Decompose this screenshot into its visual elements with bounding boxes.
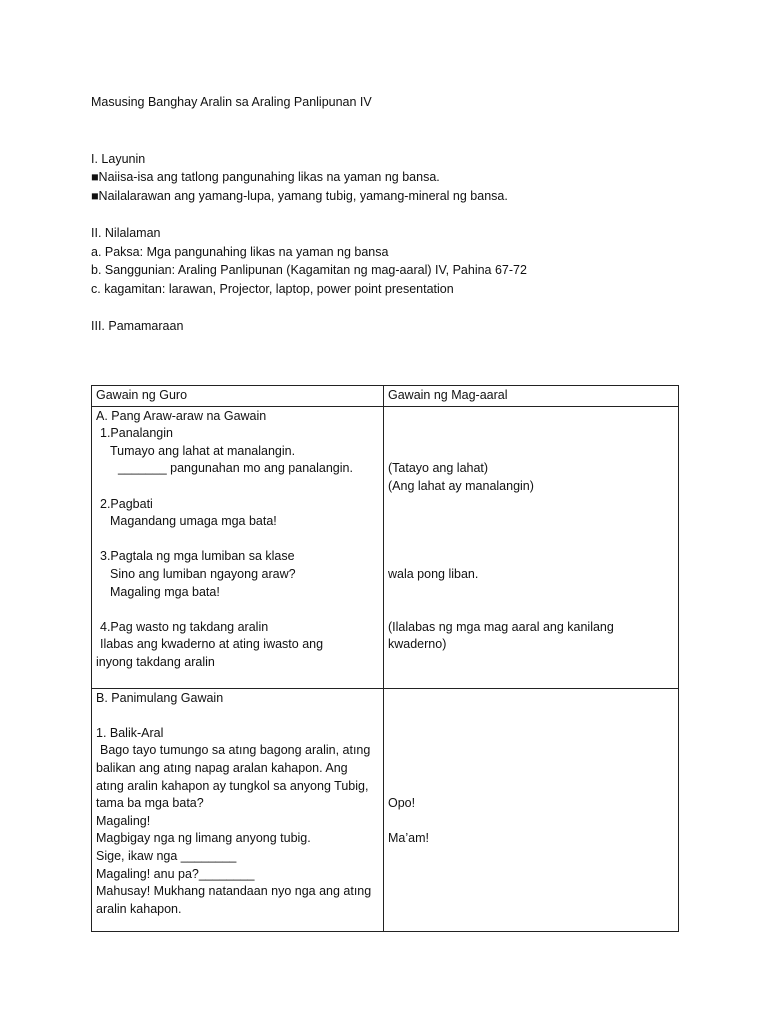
response-liban: wala pong liban. <box>388 566 479 581</box>
table-row <box>92 688 679 931</box>
balik-aral-line: balikan ang atıng napag aralan kahapon. Ang <box>96 760 348 775</box>
table-row <box>92 406 679 688</box>
layunin-heading: I. Layunin <box>91 152 146 166</box>
balik-aral-line: Magaling! <box>96 813 151 828</box>
balik-aral-line: Sige, ikaw nga ________ <box>96 848 237 863</box>
layunin-item: ■Nailalarawan ang yamang-lupa, yamang tubig, yamang-mineral ng bansa. <box>91 189 508 203</box>
section-b-title: B. Panimulang Gawain <box>96 690 224 705</box>
nilalaman-heading: II. Nilalaman <box>91 226 161 240</box>
guro-cell-a <box>92 406 384 688</box>
response-manalangin: (Ang lahat ay manalangin) <box>388 478 534 493</box>
pagtala-line: Magaling mga bata! <box>110 584 220 599</box>
nilalaman-item: a. Paksa: Mga pangunahing likas na yaman ng bansa <box>91 245 389 259</box>
panalangin-line: _______ pangunahan mo ang panalangin. <box>118 461 353 476</box>
header-gawain-ng-guro: Gawain ng Guro <box>92 386 384 407</box>
pagwasto-line: Ilabas ang kwaderno at ating iwasto ang <box>100 637 324 652</box>
section-a-title: A. Pang Araw-araw na Gawain <box>96 408 267 423</box>
balik-aral-title: 1. Balik-Aral <box>96 725 164 740</box>
header-gawain-ng-magaaral: Gawain ng Mag-aaral <box>384 386 679 407</box>
response-maam: Ma’am! <box>388 831 429 846</box>
pagwasto-title: 4.Pag wasto ng takdang aralin <box>100 619 269 634</box>
balik-aral-line: Magbigay nga ng limang anyong tubig. <box>96 831 311 846</box>
balik-aral-line: Magaling! anu pa?________ <box>96 866 255 881</box>
pamamaraan-heading: III. Pamamaraan <box>91 319 184 333</box>
pagwasto-line: inyong takdang aralin <box>96 654 215 669</box>
pagtala-title: 3.Pagtala ng mga lumiban sa klase <box>100 549 295 564</box>
pagbati-title: 2.Pagbati <box>100 496 153 511</box>
response-ilalabas: (Ilalabas ng mga mag aaral ang kanilang <box>388 619 614 634</box>
nilalaman-item: c. kagamitan: larawan, Projector, laptop, power point presentation <box>91 282 454 296</box>
layunin-item: ■Naiisa-isa ang tatlong pangunahing likas na yaman ng bansa. <box>91 170 440 184</box>
document-title: Masusing Banghay Aralin sa Araling Panlipunan IV <box>91 95 372 109</box>
lesson-table <box>91 385 679 932</box>
balik-aral-line: Bago tayo tumungo sa atıng bagong aralin, atıng <box>100 743 371 758</box>
table-header-row <box>92 386 679 407</box>
nilalaman-item: b. Sanggunian: Araling Panlipunan (Kagamitan ng mag-aaral) IV, Pahina 67-72 <box>91 263 527 277</box>
response-tatayo: (Tatayo ang lahat) <box>388 461 489 476</box>
panalangin-line: Tumayo ang lahat at manalangin. <box>110 443 296 458</box>
pagbati-line: Magandang umaga mga bata! <box>110 514 277 529</box>
magaaral-cell-b <box>384 688 679 931</box>
panalangin-title: 1.Panalangin <box>100 426 173 441</box>
balik-aral-line: atıng aralin kahapon ay tungkol sa anyong Tubig, <box>96 778 369 793</box>
balik-aral-line: tama ba mga bata? <box>96 796 204 811</box>
guro-cell-b <box>92 688 384 931</box>
response-opo: Opo! <box>388 796 416 811</box>
pagtala-line: Sino ang lumiban ngayong araw? <box>110 566 296 581</box>
magaaral-cell-a <box>384 406 679 688</box>
balik-aral-line: aralin kahapon. <box>96 901 182 916</box>
response-ilalabas: kwaderno) <box>388 637 447 652</box>
balik-aral-line: Mahusay! Mukhang natandaan nyo nga ang atıng <box>96 884 372 899</box>
